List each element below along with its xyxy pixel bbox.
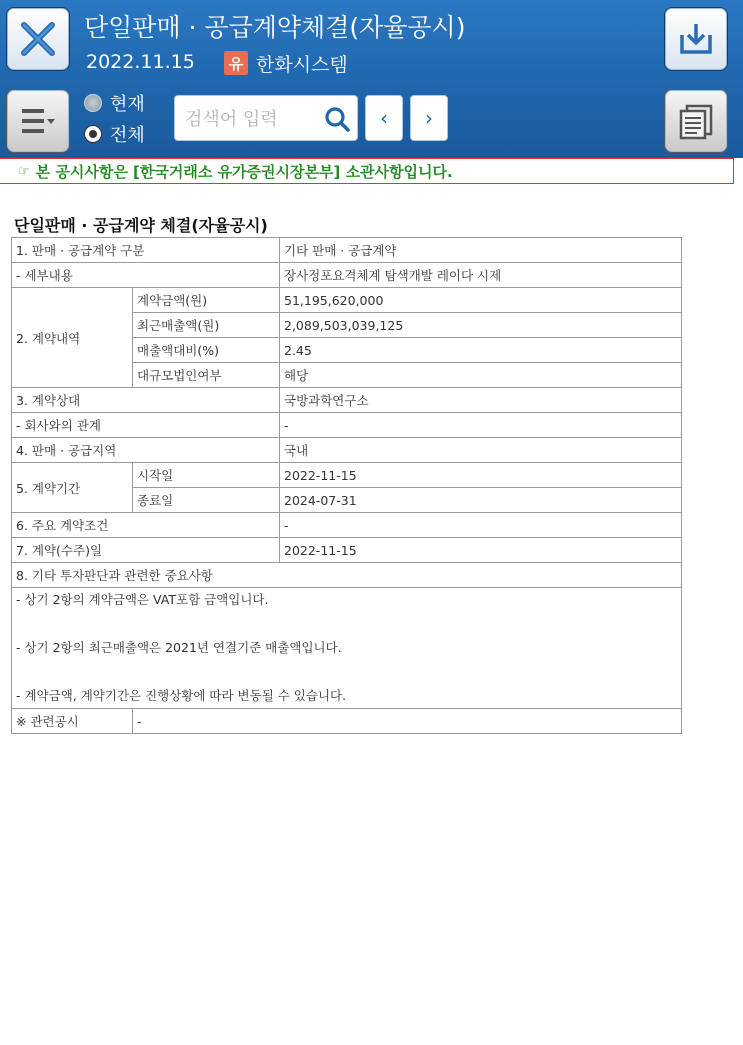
documents-icon [675,100,717,142]
table-row [12,388,682,413]
app-header [0,0,743,158]
disclosure-table [11,237,682,734]
radio-all[interactable] [84,121,145,147]
row-value: 2.45 [280,338,682,363]
row-label: - 세부내용 [12,263,280,288]
row-sublabel: 시작일 [133,463,280,488]
row-value: 국내 [280,438,682,463]
table-row [12,238,682,263]
market-badge: 유 [224,51,248,75]
copy-button[interactable] [664,89,728,153]
radio-current-label: 현재 [110,94,145,115]
row-value: - [280,413,682,438]
row-value: 장사정포요격체계 탐색개발 레이다 시제 [280,263,682,288]
radio-current-indicator[interactable] [84,94,102,112]
close-icon [16,17,60,61]
download-button[interactable] [664,7,728,71]
table-row [12,288,682,313]
row-value: - [280,513,682,538]
row-sublabel: 매출액대비(%) [133,338,280,363]
prev-button[interactable] [365,95,403,141]
radio-all-indicator[interactable] [84,125,102,143]
next-button[interactable] [410,95,448,141]
row-label: 8. 기타 투자판단과 관련한 중요사항 [12,563,682,588]
chevron-right-icon: › [425,106,433,130]
row-value: 2022-11-15 [280,538,682,563]
table-row [12,563,682,588]
table-row [12,588,682,709]
note-line: - 상기 2항의 최근매출액은 2021년 연결기준 매출액입니다. [16,640,342,655]
row-label: 4. 판매 · 공급지역 [12,438,280,463]
search-box [174,95,358,141]
row-sublabel: 대규모법인여부 [133,363,280,388]
row-value: 51,195,620,000 [280,288,682,313]
row-label: 1. 판매 · 공급계약 구분 [12,238,280,263]
row-label: 2. 계약내역 [12,288,133,388]
row-label: 5. 계약기간 [12,463,133,513]
row-label: 6. 주요 계약조건 [12,513,280,538]
radio-all-label: 전체 [110,125,145,146]
notes-cell [12,588,682,709]
document-title: 단일판매 · 공급계약 체결(자율공시) [14,216,268,235]
row-label: ※ 관련공시 [12,709,133,734]
table-row [12,538,682,563]
list-menu-icon [18,101,58,141]
note-line: - 계약금액, 계약기간은 진행상황에 따라 변동될 수 있습니다. [16,688,347,703]
table-row [12,438,682,463]
chevron-left-icon: ‹ [380,106,388,130]
disclosure-date: 2022.11.15 [86,51,195,73]
search-icon[interactable] [323,105,351,133]
row-value: 2,089,503,039,125 [280,313,682,338]
menu-button[interactable] [6,89,70,153]
row-sublabel: 계약금액(원) [133,288,280,313]
note-line: - 상기 2항의 계약금액은 VAT포함 금액입니다. [16,592,269,607]
table-row [12,263,682,288]
row-value: - [133,709,682,734]
row-sublabel: 최근매출액(원) [133,313,280,338]
radio-current[interactable] [84,90,145,116]
download-icon [676,19,716,59]
row-value: 기타 판매 · 공급계약 [280,238,682,263]
row-label: - 회사와의 관계 [12,413,280,438]
pointing-hand-icon: ☞ [18,163,30,179]
page-title: 단일판매 · 공급계약체결(자율공시) [84,13,466,42]
notice-text: 본 공시사항은 [한국거래소 유가증권시장본부] 소관사항입니다. [35,162,453,181]
row-value: 국방과학연구소 [280,388,682,413]
row-sublabel: 종료일 [133,488,280,513]
notice-bar [0,158,734,184]
row-value: 해당 [280,363,682,388]
row-label: 7. 계약(수주)일 [12,538,280,563]
close-button[interactable] [6,7,70,71]
search-input[interactable] [183,96,327,142]
table-row [12,463,682,488]
company-name: 한화시스템 [256,54,348,76]
row-value: 2024-07-31 [280,488,682,513]
table-row [12,413,682,438]
table-row [12,513,682,538]
row-value: 2022-11-15 [280,463,682,488]
row-label: 3. 계약상대 [12,388,280,413]
table-row [12,709,682,734]
